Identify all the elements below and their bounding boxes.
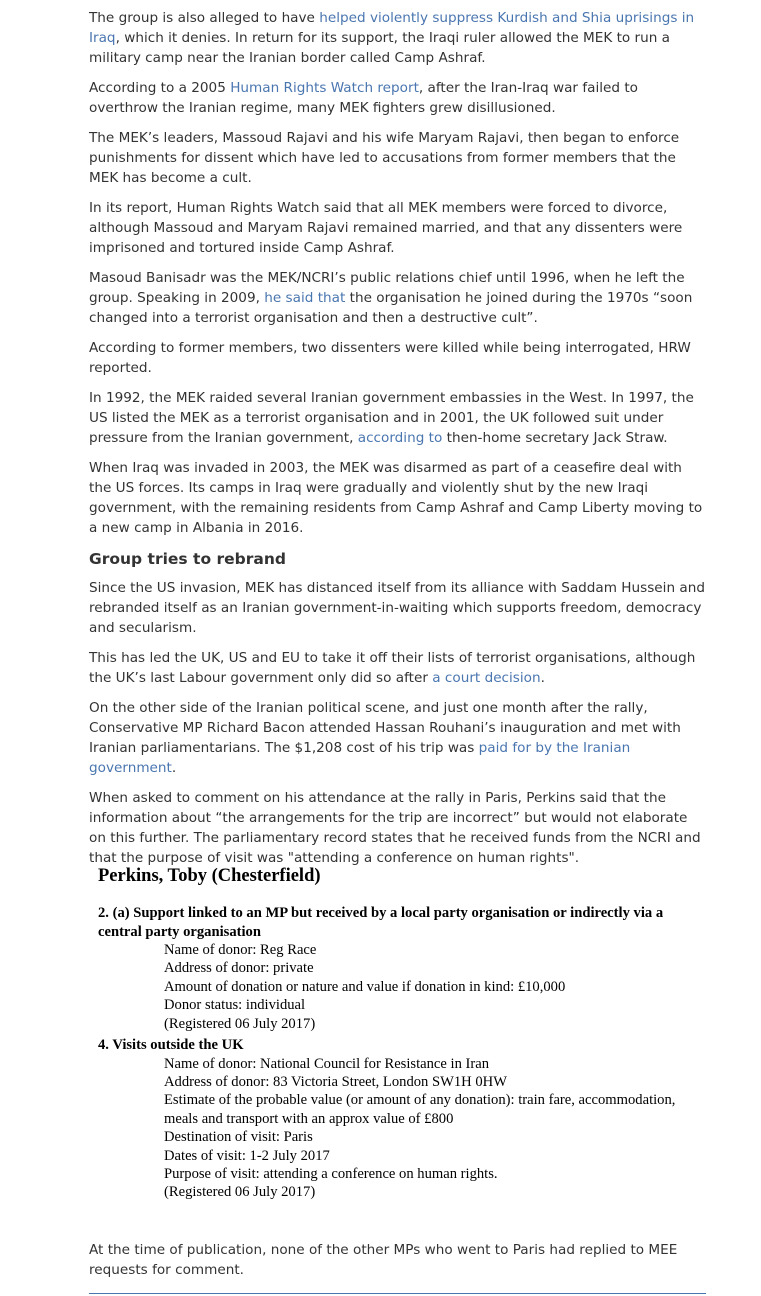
paragraph-text: When Iraq was invaded in 2003, the MEK was disarmed as part of a ceasefire deal with the US forces. Its camps in Iraq were gradually and violently shut by the new Iraqi government, with the remaining residents from Camp Ashraf and Camp Liberty moving to a new camp in Albania in 2016. xyxy=(89,460,703,536)
paragraph-text: . xyxy=(171,760,177,776)
article-paragraph xyxy=(89,268,707,328)
paragraph-text: , after the Iran-Iraq war failed to overthrow the Iranian regime, many MEK fighters grew disillusioned. xyxy=(89,80,638,116)
register-entry-line: Name of donor: National Council for Resistance in Iran xyxy=(164,1055,490,1072)
section-subheading: Group tries to rebrand xyxy=(89,550,286,568)
paragraph-text: Since the US invasion, MEK has distanced itself from its alliance with Saddam Hussein and rebranded itself as an Iranian government-in-waiting which supports freedom, democracy and secularism. xyxy=(89,580,705,636)
register-entry-line: Estimate of the probable value (or amount of any donation): train fare, accommodation, meals and transport with an approx value of £800 xyxy=(164,1092,676,1127)
inline-link[interactable]: paid for by the Iranian government xyxy=(89,740,631,776)
register-entry-line: (Registered 06 July 2017) xyxy=(164,1015,316,1032)
register-entry-line: Address of donor: 83 Victoria Street, London SW1H 0HW xyxy=(164,1073,507,1090)
article-paragraph xyxy=(89,128,707,188)
article-paragraph xyxy=(89,458,707,538)
article-paragraph xyxy=(89,338,707,378)
register-entry-line: Destination of visit: Paris xyxy=(164,1129,313,1146)
inline-link[interactable]: according to xyxy=(357,430,443,446)
register-section-2-heading: 2. (a) Support linked to an MP but received by a local party organisation or indirectly via a central party organisation xyxy=(98,905,664,940)
inline-link[interactable]: he said that xyxy=(264,290,346,306)
paragraph-text: Masoud Banisadr was the MEK/NCRI’s public relations chief until 1996, when he left the group. Speaking in 2009, xyxy=(89,270,685,306)
paragraph-text: According to a 2005 xyxy=(89,80,231,96)
article-end-rule xyxy=(89,1293,706,1294)
paragraph-text: then-home secretary Jack Straw. xyxy=(442,430,668,446)
paragraph-text: When asked to comment on his attendance at the rally in Paris, Perkins said that the information about “the arrangements for the trip are incorrect” but would not elaborate on this further. The parliamentary record states that he received funds from the NCRI and that the purpose of visit was "attending a conference on human rights". xyxy=(89,790,701,866)
register-title: Perkins, Toby (Chesterfield) xyxy=(98,866,321,886)
register-section-4-heading: 4. Visits outside the UK xyxy=(98,1037,244,1054)
article-paragraph xyxy=(89,8,707,68)
paragraph-text: , which it denies. In return for its support, the Iraqi ruler allowed the MEK to run a military camp near the Iranian border called Camp Ashraf. xyxy=(89,30,671,66)
register-entry-line: Address of donor: private xyxy=(164,960,314,977)
paragraphs-before xyxy=(89,8,707,538)
article-paragraph xyxy=(89,198,707,258)
article-paragraph xyxy=(89,78,707,118)
paragraph-text: . xyxy=(540,670,545,686)
article-paragraph xyxy=(89,578,707,638)
register-entry-line: Amount of donation or nature and value if donation in kind: £10,000 xyxy=(164,978,566,995)
paragraph-text: On the other side of the Iranian political scene, and just one month after the rally, Conservative MP Richard Bacon attended Hassan Rouhani’s inauguration and met with Iranian parliamentarians. The $1,208 cost of his trip was xyxy=(89,700,681,756)
paragraph-text: This has led the UK, US and EU to take it off their lists of terrorist organisations, although the UK’s last Labour government only did so after xyxy=(89,650,696,686)
inline-link[interactable]: Human Rights Watch report xyxy=(230,80,419,96)
register-section-4-lines xyxy=(88,1055,708,1202)
register-of-interests-excerpt xyxy=(88,864,708,1202)
inline-link[interactable]: helped violently suppress Kurdish and Shia uprisings in Iraq xyxy=(89,10,695,46)
paragraph-text: In 1992, the MEK raided several Iranian government embassies in the West. In 1997, the US listed the MEK as a terrorist organisation and in 2001, the UK followed suit under pressure from the Iranian government, xyxy=(89,390,694,446)
article-body xyxy=(89,8,707,878)
closing-paragraph: At the time of publication, none of the other MPs who went to Paris had replied to MEE requests for comment. xyxy=(89,1242,678,1278)
paragraphs-after xyxy=(89,578,707,868)
paragraph-text: According to former members, two dissenters were killed while being interrogated, HRW reported. xyxy=(89,340,691,376)
register-section-2-lines xyxy=(88,941,708,1033)
register-entry-line: Donor status: individual xyxy=(164,997,306,1014)
article-paragraph xyxy=(89,388,707,448)
paragraph-text: In its report, Human Rights Watch said that all MEK members were forced to divorce, although Massoud and Maryam Rajavi remained married, and that any dissenters were imprisoned and tortured inside Camp Ashraf. xyxy=(89,200,683,256)
article-paragraph xyxy=(89,648,707,688)
paragraph-text: The MEK’s leaders, Massoud Rajavi and his wife Maryam Rajavi, then began to enforce punishments for dissent which have led to accusations from former members that the MEK has become a cult. xyxy=(89,130,680,186)
paragraph-text: The group is also alleged to have xyxy=(89,10,320,26)
register-entry-line: Purpose of visit: attending a conference on human rights. xyxy=(164,1165,498,1182)
article-paragraph xyxy=(89,698,707,778)
register-entry-line: Dates of visit: 1-2 July 2017 xyxy=(164,1147,330,1164)
register-entry-line: Name of donor: Reg Race xyxy=(164,942,317,958)
register-entry-line: (Registered 06 July 2017) xyxy=(164,1184,316,1201)
closing-paragraph-wrapper xyxy=(89,1240,707,1280)
inline-link[interactable]: a court decision xyxy=(432,670,541,686)
article-paragraph xyxy=(89,788,707,868)
paragraph-text: the organisation he joined during the 1970s “soon changed into a terrorist organisation and then a destructive cult”. xyxy=(89,290,693,326)
